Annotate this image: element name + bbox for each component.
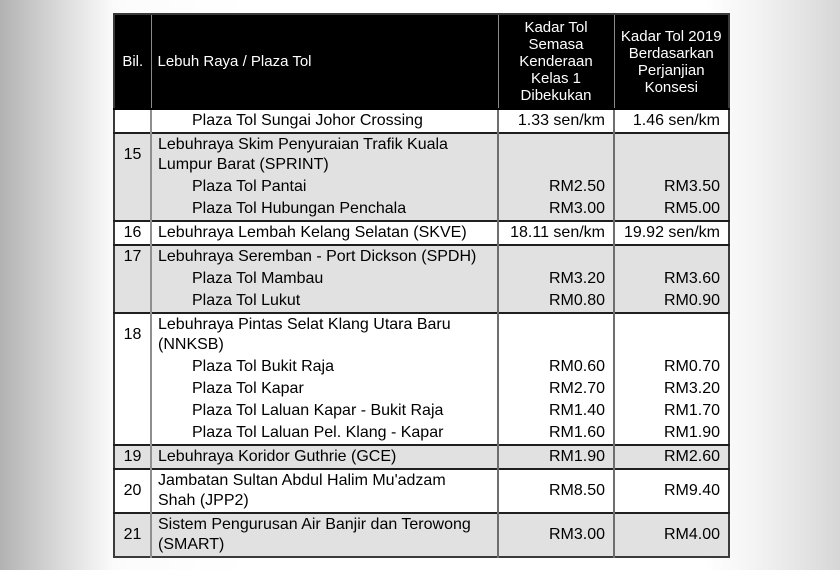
name-cell: Jambatan Sultan Abdul Halim Mu'adzam Shah (JPP2) (151, 469, 498, 513)
rate-2019-cell: RM9.40 (614, 469, 729, 513)
current-rate-cell: RM2.70 (498, 378, 614, 400)
name-cell: Lebuhraya Koridor Guthrie (GCE) (151, 445, 498, 469)
bil-cell: 19 (114, 445, 151, 469)
table-row (114, 268, 729, 290)
rate-2019-cell: RM0.70 (614, 356, 729, 378)
bil-cell (114, 290, 151, 313)
name-cell: Lebuhraya Lembah Kelang Selatan (SKVE) (151, 221, 498, 245)
rate-2019-cell: RM3.20 (614, 378, 729, 400)
name-cell: Plaza Tol Laluan Kapar - Bukit Raja (151, 400, 498, 422)
table-row (114, 400, 729, 422)
rate-2019-cell (614, 313, 729, 356)
bil-cell: 21 (114, 513, 151, 557)
rate-2019-cell: 1.46 sen/km (614, 109, 729, 133)
table-header-row (114, 14, 729, 109)
name-cell: Lebuhraya Seremban - Port Dickson (SPDH) (151, 245, 498, 268)
current-rate-cell: RM0.80 (498, 290, 614, 313)
table-row (114, 133, 729, 176)
rate-2019-cell: RM1.90 (614, 422, 729, 445)
rate-2019-cell (614, 245, 729, 268)
name-cell: Plaza Tol Kapar (151, 378, 498, 400)
name-cell: Plaza Tol Lukut (151, 290, 498, 313)
table-row (114, 378, 729, 400)
bil-cell (114, 356, 151, 378)
current-rate-cell (498, 245, 614, 268)
rate-2019-cell: RM5.00 (614, 198, 729, 221)
name-cell: Plaza Tol Laluan Pel. Klang - Kapar (151, 422, 498, 445)
rate-2019-cell: RM3.50 (614, 176, 729, 198)
toll-rates-table (113, 13, 730, 558)
rate-2019-cell: RM3.60 (614, 268, 729, 290)
table-row (114, 313, 729, 356)
current-rate-cell: RM2.50 (498, 176, 614, 198)
bil-cell: 15 (114, 133, 151, 176)
current-rate-cell: RM1.40 (498, 400, 614, 422)
table-row (114, 356, 729, 378)
rate-2019-cell: RM2.60 (614, 445, 729, 469)
table-row (114, 109, 729, 133)
current-rate-cell: 1.33 sen/km (498, 109, 614, 133)
current-rate-cell: RM1.60 (498, 422, 614, 445)
table-row (114, 290, 729, 313)
table-row (114, 513, 729, 557)
bil-cell (114, 378, 151, 400)
header-2019-rate: Kadar Tol 2019 Berdasarkan Perjanjian Konsesi (614, 14, 729, 109)
rate-2019-cell: RM0.90 (614, 290, 729, 313)
current-rate-cell (498, 313, 614, 356)
current-rate-cell: RM1.90 (498, 445, 614, 469)
bil-cell (114, 176, 151, 198)
current-rate-cell (498, 133, 614, 176)
rate-2019-cell: RM4.00 (614, 513, 729, 557)
bil-cell: 16 (114, 221, 151, 245)
header-bil: Bil. (114, 14, 151, 109)
name-cell: Plaza Tol Bukit Raja (151, 356, 498, 378)
bil-cell: 20 (114, 469, 151, 513)
bil-cell: 18 (114, 313, 151, 356)
table-row (114, 198, 729, 221)
name-cell: Plaza Tol Sungai Johor Crossing (151, 109, 498, 133)
table-row (114, 221, 729, 245)
current-rate-cell: RM0.60 (498, 356, 614, 378)
bil-cell (114, 198, 151, 221)
current-rate-cell: RM3.00 (498, 513, 614, 557)
bil-cell: 17 (114, 245, 151, 268)
current-rate-cell: RM8.50 (498, 469, 614, 513)
current-rate-cell: RM3.20 (498, 268, 614, 290)
name-cell: Plaza Tol Hubungan Penchala (151, 198, 498, 221)
table-row (114, 469, 729, 513)
header-highway-name: Lebuh Raya / Plaza Tol (151, 14, 498, 109)
rate-2019-cell: 19.92 sen/km (614, 221, 729, 245)
table-row (114, 245, 729, 268)
table-row (114, 176, 729, 198)
bil-cell (114, 268, 151, 290)
name-cell: Lebuhraya Pintas Selat Klang Utara Baru (NNKSB) (151, 313, 498, 356)
rate-2019-cell (614, 133, 729, 176)
bil-cell (114, 400, 151, 422)
name-cell: Lebuhraya Skim Penyuraian Trafik Kuala Lumpur Barat (SPRINT) (151, 133, 498, 176)
current-rate-cell: 18.11 sen/km (498, 221, 614, 245)
name-cell: Plaza Tol Mambau (151, 268, 498, 290)
current-rate-cell: RM3.00 (498, 198, 614, 221)
name-cell: Plaza Tol Pantai (151, 176, 498, 198)
header-current-rate: Kadar Tol Semasa Kenderaan Kelas 1 Dibekukan (498, 14, 614, 109)
name-cell: Sistem Pengurusan Air Banjir dan Terowong (SMART) (151, 513, 498, 557)
bil-cell (114, 109, 151, 133)
rate-2019-cell: RM1.70 (614, 400, 729, 422)
table-row (114, 445, 729, 469)
table-row (114, 422, 729, 445)
bil-cell (114, 422, 151, 445)
